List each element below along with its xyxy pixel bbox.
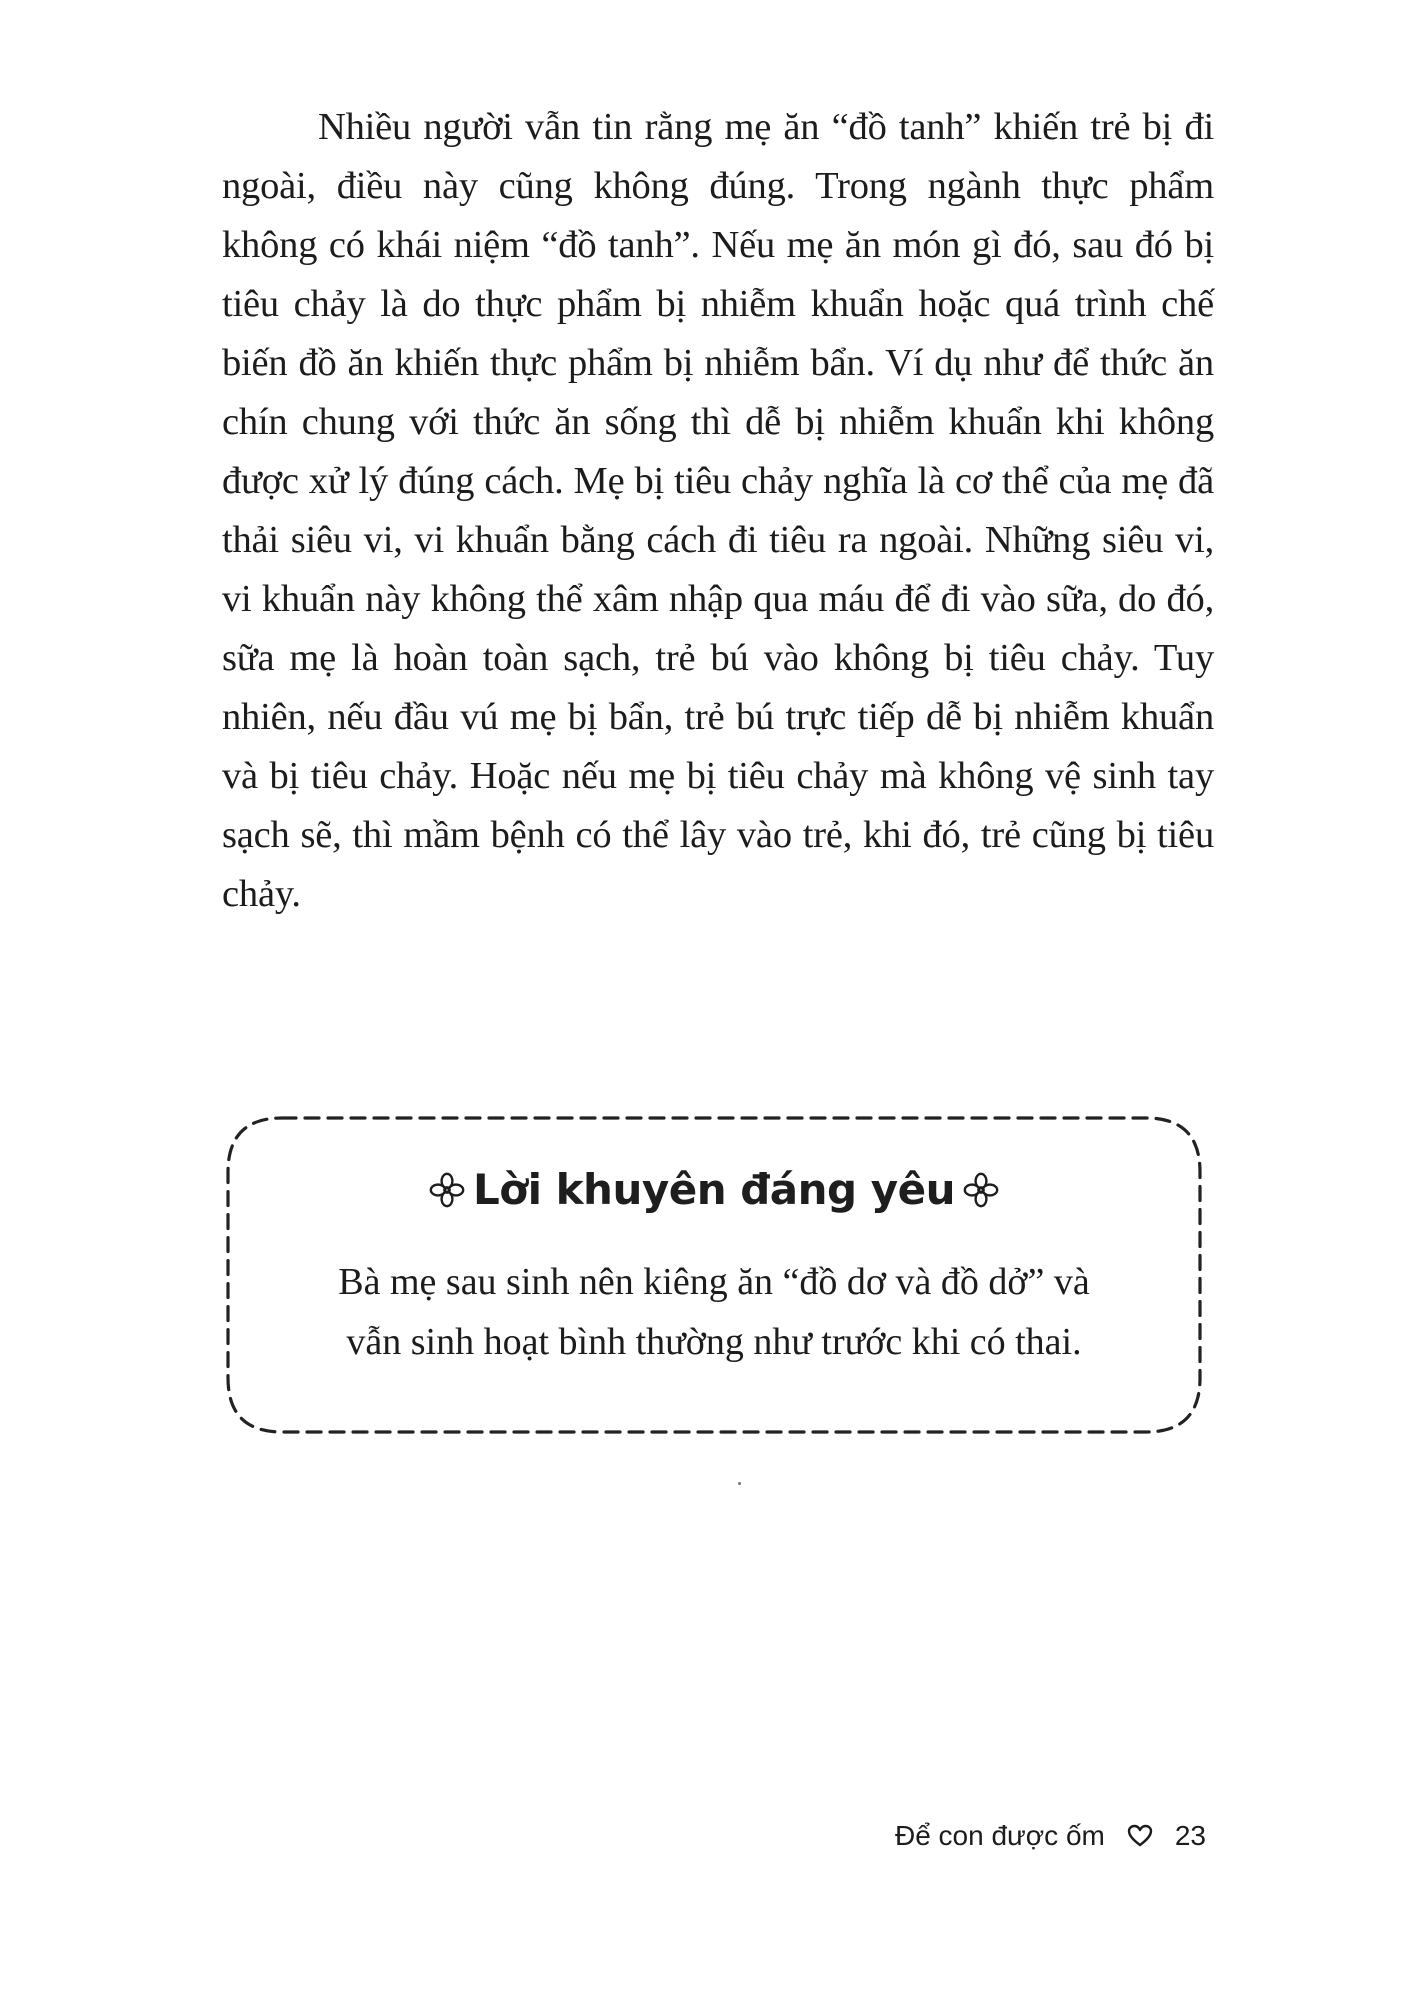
advice-title-text: Lời khuyên đáng yêu <box>472 1165 955 1214</box>
advice-line-1: Bà mẹ sau sinh nên kiêng ăn “đồ dơ và đồ dở” và <box>338 1261 1090 1303</box>
heart-icon <box>1127 1824 1153 1848</box>
flower-icon <box>429 1172 465 1208</box>
advice-box <box>222 1112 1206 1438</box>
book-title: Để con được ốm <box>894 1820 1105 1851</box>
advice-line-2: vẫn sinh hoạt bình thường như trước khi có thai. <box>346 1321 1082 1363</box>
page-number: 23 <box>1174 1820 1206 1851</box>
advice-body <box>292 1252 1136 1372</box>
flower-icon <box>963 1172 999 1208</box>
speck <box>738 1482 741 1485</box>
advice-title <box>222 1162 1206 1218</box>
body-paragraph: Nhiều người vẫn tin rằng mẹ ăn “đồ tanh” khiến trẻ bị đi ngoài, điều này cũng không đúng. Trong ngành thực phẩm không có khái niệm “đồ tanh”. Nếu mẹ ăn món gì đó, sau đó bị tiêu chảy là do thực phẩm bị nhiễm khuẩn hoặc quá trình chế biến đồ ăn khiến thực phẩm bị nhiễm bẩn. Ví dụ như để thức ăn chín chung với thức ăn sống thì dễ bị nhiễm khuẩn khi không được xử lý đúng cách. Mẹ bị tiêu chảy nghĩa là cơ thể của mẹ đã thải siêu vi, vi khuẩn bằng cách đi tiêu ra ngoài. Những siêu vi, vi khuẩn này không thể xâm nhập qua máu để đi vào sữa, do đó, sữa mẹ là hoàn toàn sạch, trẻ bú vào không bị tiêu chảy. Tuy nhiên, nếu đầu vú mẹ bị bẩn, trẻ bú trực tiếp dễ bị nhiễm khuẩn và bị tiêu chảy. Hoặc nếu mẹ bị tiêu chảy mà không vệ sinh tay sạch sẽ, thì mầm bệnh có thể lây vào trẻ, khi đó, trẻ cũng bị tiêu chảy. <box>222 106 1214 915</box>
page-footer <box>895 1816 1206 1856</box>
